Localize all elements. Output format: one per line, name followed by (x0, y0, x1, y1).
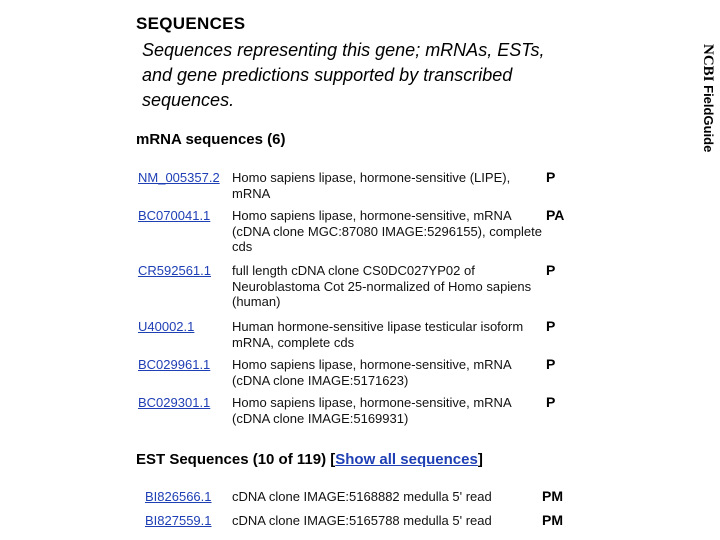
sequence-description: Human hormone-sensitive lipase testicular isoform mRNA, complete cds (232, 319, 524, 350)
accession-link[interactable]: U40002.1 (138, 319, 195, 334)
sequence-description: Homo sapiens lipase, hormone-sensitive, mRNA (cDNA clone MGC:87080 IMAGE:5296155), complete cds (232, 208, 542, 254)
bracket-open: [ (330, 451, 336, 468)
sequence-flag: PA (546, 207, 565, 223)
accession-link[interactable]: CR592561.1 (138, 263, 211, 278)
sequence-flag: P (546, 169, 556, 185)
accession-link[interactable]: NM_005357.2 (138, 170, 220, 185)
sequence-flag: P (546, 356, 556, 372)
show-all-sequences-link[interactable]: Show all sequences (335, 451, 478, 468)
est-heading (136, 451, 483, 468)
sequence-flag: P (546, 318, 556, 334)
sequence-description: Homo sapiens lipase, hormone-sensitive, mRNA (cDNA clone IMAGE:5171623) (232, 357, 511, 388)
section-description: Sequences representing this gene; mRNAs, ESTs, and gene predictions supported by transcribed sequences. (142, 40, 545, 110)
sequence-flag: P (546, 394, 556, 410)
sequence-flag: P (546, 262, 556, 278)
sequence-description: Homo sapiens lipase, hormone-sensitive (LIPE), mRNA (232, 170, 511, 201)
sequence-flag: PM (542, 488, 563, 504)
est-heading-text: EST Sequences (10 of 119) (136, 451, 331, 468)
accession-link[interactable]: BC029301.1 (138, 395, 211, 410)
accession-link[interactable]: BC029961.1 (138, 357, 211, 372)
sequence-description: cDNA clone IMAGE:5168882 medulla 5' read (232, 489, 492, 504)
mrna-heading: mRNA sequences (6) (136, 131, 286, 148)
fieldguide-text: FieldGuide (701, 81, 716, 153)
ncbi-fieldguide-label (696, 44, 716, 164)
sequence-description: cDNA clone IMAGE:5165788 medulla 5' read (232, 513, 492, 528)
accession-link[interactable]: BC070041.1 (138, 208, 211, 223)
accession-link[interactable]: BI826566.1 (145, 489, 212, 504)
sequence-description: Homo sapiens lipase, hormone-sensitive, mRNA (cDNA clone IMAGE:5169931) (232, 395, 511, 426)
ncbi-logo-text: NCBI (700, 44, 716, 82)
sequence-description: full length cDNA clone CS0DC027YP02 of Neuroblastoma Cot 25-normalized of Homo sapiens (human) (232, 263, 532, 309)
section-title: SEQUENCES (136, 14, 246, 33)
accession-link[interactable]: BI827559.1 (145, 513, 212, 528)
sequence-flag: PM (542, 512, 563, 528)
bracket-close: ] (477, 451, 483, 468)
